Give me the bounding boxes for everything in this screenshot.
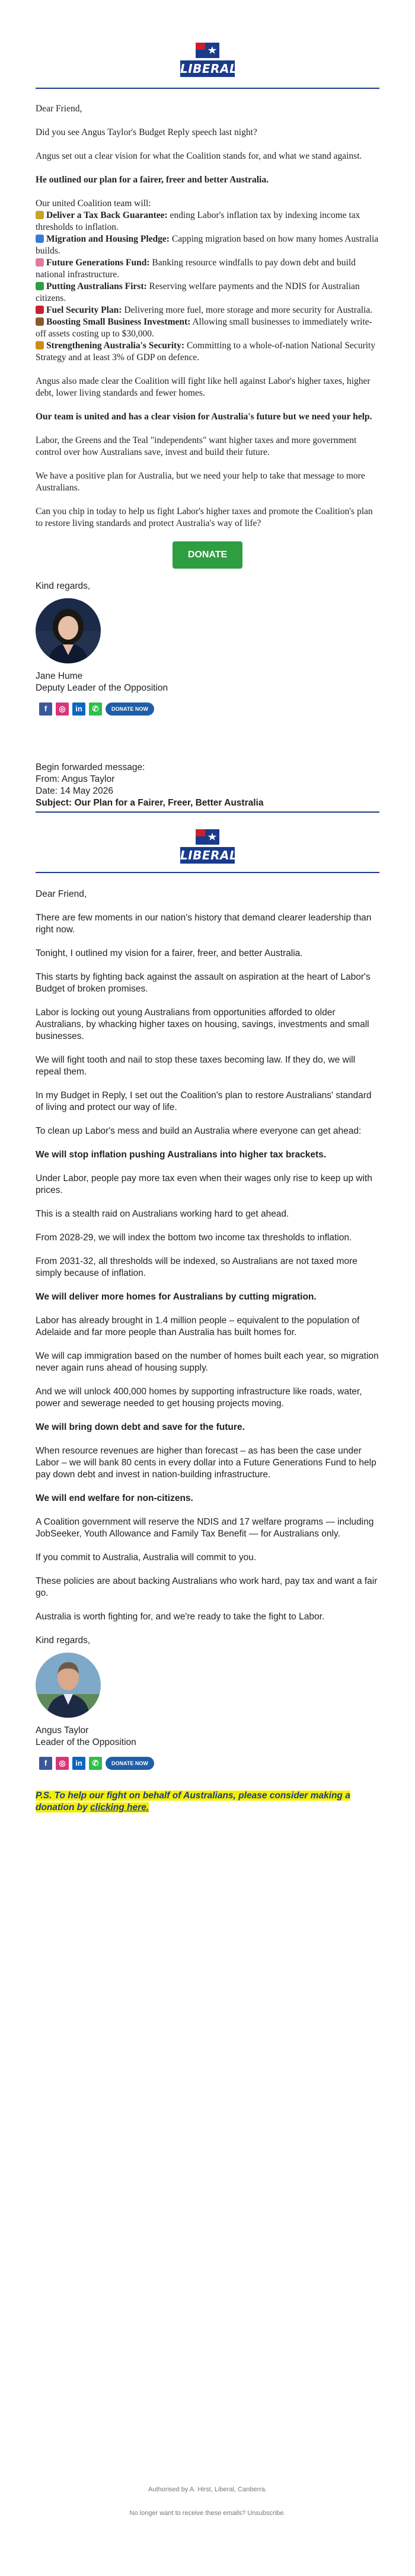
plan-item-text: Capping migration based on how many homes Australia builds. xyxy=(36,234,379,256)
liberal-logo xyxy=(36,813,379,872)
section-heading: We will deliver more homes for Australians by cutting migration. xyxy=(36,1292,317,1302)
section-tax xyxy=(36,1173,379,1279)
plan-item-title: Migration and Housing Pledge: xyxy=(46,234,170,244)
whatsapp-icon[interactable]: ✆ xyxy=(89,702,102,716)
portrait-jane-hume xyxy=(36,598,101,663)
plan-item-text: Delivering more fuel, more storage and more security for Australia. xyxy=(122,305,373,315)
paragraph: From 2031-32, all thresholds will be indexed, so Australians are not taxed more simply because of inflation. xyxy=(36,1256,357,1278)
paragraph: We will cap immigration based on the number of homes built each year, so migration never again runs ahead of housing supply. xyxy=(36,1351,379,1373)
forward-line: Begin forwarded message: xyxy=(36,762,145,772)
plan-intro: Our united Coalition team will: xyxy=(36,198,151,208)
paragraph: To clean up Labor's mess and build an Australia where everyone can get ahead: xyxy=(36,1126,362,1136)
footer xyxy=(36,2486,379,2517)
paragraph: This is a stealth raid on Australians working hard to get ahead. xyxy=(36,1209,289,1219)
paragraph: In my Budget in Reply, I set out the Coalition's plan to restore Australians' standard of living and protect our way of life. xyxy=(36,1090,372,1112)
paragraph: Angus set out a clear vision for what the Coalition stands for, and what we stand against. xyxy=(36,151,362,161)
plan-item xyxy=(36,316,379,340)
paragraph: Under Labor, people pay more tax even when their wages only rise to keep up with prices. xyxy=(36,1173,372,1195)
plan-list xyxy=(36,210,379,364)
paragraph: Tonight, I outlined my vision for a fairer, freer, and better Australia. xyxy=(36,948,303,958)
greeting: Dear Friend, xyxy=(36,889,87,899)
logo-wordmark: LIBERAL xyxy=(180,848,238,862)
linkedin-icon[interactable]: in xyxy=(72,1757,85,1770)
paragraph: If you commit to Australia, Australia will commit to you. xyxy=(36,1552,257,1563)
paragraph: Angus also made clear the Coalition will fight like hell against Labor's higher taxes, higher debt, lower living standards and fewer homes. xyxy=(36,376,371,398)
plan-item-text: Banking resource windfalls to pay down debt and build national infrastructure. xyxy=(36,258,356,280)
signer-name: Angus Taylor xyxy=(36,1725,89,1735)
section-homes xyxy=(36,1315,379,1410)
section-heading: We will stop inflation pushing Australians into higher tax brackets. xyxy=(36,1150,327,1160)
section-heading: We will bring down debt and save for the future. xyxy=(36,1422,245,1432)
plan-item-text: Allowing small businesses to immediately write-off assets costing up to $30,000. xyxy=(36,317,372,339)
avatar xyxy=(36,1653,101,1718)
plan-item-title: Deliver a Tax Back Guarantee: xyxy=(46,210,168,220)
signer-name: Jane Hume xyxy=(36,671,83,681)
paragraph: These policies are about backing Australians who work hard, pay tax and want a fair go. xyxy=(36,1576,378,1598)
paragraph-bold: He outlined our plan for a fairer, freer and better Australia. xyxy=(36,175,269,185)
plan-item xyxy=(36,257,379,281)
paragraph: We will fight tooth and nail to stop these taxes becoming law. If they do, we will repeal them. xyxy=(36,1055,356,1077)
forward-subject: Subject: Our Plan for a Fairer, Freer, Better Australia xyxy=(36,798,264,808)
paragraph-bold: Our team is united and has a clear vision for Australia's future but we need your help. xyxy=(36,412,372,422)
intro-paragraphs xyxy=(36,912,379,1137)
unsubscribe-link[interactable]: No longer want to receive these emails? Unsubscribe. xyxy=(129,2510,286,2517)
donate-now-button[interactable]: DONATE NOW xyxy=(106,1757,154,1770)
plan-item-title: Fuel Security Plan: xyxy=(46,305,122,315)
social-links xyxy=(39,702,379,716)
plan-item-title: Future Generations Fund: xyxy=(46,258,150,268)
instagram-icon[interactable]: ◎ xyxy=(56,1757,69,1770)
flag-icon xyxy=(196,43,219,58)
forwarded-header xyxy=(36,762,379,809)
greeting: Dear Friend, xyxy=(36,104,82,114)
plan-item-title: Strengthening Australia's Security: xyxy=(46,341,185,351)
plan-item-text: Reserving welfare payments and the NDIS for Australian citizens. xyxy=(36,281,360,303)
social-links xyxy=(39,1757,379,1770)
donate-button-wrap xyxy=(36,541,379,569)
donate-button[interactable]: DONATE xyxy=(173,541,242,569)
ps-message: P.S. To help our fight on behalf of Australians, please consider making a donation by xyxy=(36,1791,350,1812)
plan-item-text: ending Labor's inflation tax by indexing income tax thresholds to inflation. xyxy=(36,210,360,232)
money-bag-icon xyxy=(36,211,44,219)
fuel-pump-icon xyxy=(36,306,44,314)
facebook-icon[interactable]: f xyxy=(39,1757,52,1770)
signer-title: Deputy Leader of the Opposition xyxy=(36,683,168,693)
donate-now-button[interactable]: DONATE NOW xyxy=(106,702,154,716)
authorisation: Authorised by A. Hirst, Liberal, Canberra. xyxy=(148,2486,267,2493)
plan-item xyxy=(36,210,379,233)
avatar xyxy=(36,598,101,663)
ps-text xyxy=(36,1791,350,1812)
signoff: Kind regards, xyxy=(36,581,91,591)
house-icon xyxy=(36,235,44,243)
instagram-icon[interactable]: ◎ xyxy=(56,702,69,716)
signer-title: Leader of the Opposition xyxy=(36,1737,136,1747)
paragraph: Did you see Angus Taylor's Budget Reply speech last night? xyxy=(36,127,257,137)
paragraph: From 2028-29, we will index the bottom two income tax thresholds to inflation. xyxy=(36,1233,352,1243)
plan-item-text: Committing to a whole-of-nation National Security Strategy and at least 3% of GDP on defence. xyxy=(36,341,376,362)
paragraph: When resource revenues are higher than forecast – as has been the case under Labor – we will bank 80 cents in every dollar into a Future Generations Fund to help pay down debt and invest in nation-building infrastructure. xyxy=(36,1446,376,1480)
plan-item xyxy=(36,281,379,304)
facebook-icon[interactable]: f xyxy=(39,702,52,716)
forward-date: Date: 14 May 2026 xyxy=(36,786,113,796)
shield-icon xyxy=(36,341,44,349)
flag-icon xyxy=(196,829,219,845)
section-debt xyxy=(36,1445,379,1481)
linkedin-icon[interactable]: in xyxy=(72,702,85,716)
email-body-2 xyxy=(36,873,379,1814)
plan-item xyxy=(36,304,379,316)
portrait-angus-taylor xyxy=(36,1653,101,1718)
forward-from: From: Angus Taylor xyxy=(36,774,115,784)
paragraph: Labor has already brought in 1.4 million people – equivalent to the population of Adelaide and far more people than Australia has built homes for. xyxy=(36,1316,360,1337)
paragraph: And we will unlock 400,000 homes by supporting infrastructure like roads, water, power and sewerage needed to get housing projects moving. xyxy=(36,1387,362,1409)
signature-1 xyxy=(36,580,379,716)
plan-item-title: Boosting Small Business Investment: xyxy=(46,317,191,327)
section-welfare xyxy=(36,1516,379,1623)
plan-item-title: Putting Australians First: xyxy=(46,281,147,291)
australia-map-icon xyxy=(36,282,44,290)
piggy-bank-icon xyxy=(36,258,44,267)
paragraph: Labor, the Greens and the Teal "independents" want higher taxes and more government control over how Australians save, invest and build their future. xyxy=(36,435,357,457)
paragraph: Can you chip in today to help us fight Labor's higher taxes and promote the Coalition's plan to restore living standards and protect Australia's way of life? xyxy=(36,506,373,528)
paragraph: This starts by fighting back against the assault on aspiration at the heart of Labor's Budget of broken promises. xyxy=(36,972,371,994)
signoff: Kind regards, xyxy=(36,1635,91,1645)
donate-link[interactable]: clicking here. xyxy=(90,1802,149,1812)
paragraph: We have a positive plan for Australia, but we need your help to take that message to more Australians. xyxy=(36,471,365,493)
section-heading: We will end welfare for non-citizens. xyxy=(36,1493,193,1503)
paragraph: Australia is worth fighting for, and we're ready to take the fight to Labor. xyxy=(36,1612,325,1622)
email-body-1 xyxy=(36,89,379,530)
shop-icon xyxy=(36,317,44,326)
paragraph: There are few moments in our nation's history that demand clearer leadership than right now. xyxy=(36,913,372,935)
logo-wordmark: LIBERAL xyxy=(180,62,238,76)
whatsapp-icon[interactable]: ✆ xyxy=(89,1757,102,1770)
plan-item xyxy=(36,233,379,257)
paragraph: Labor is locking out young Australians from opportunities afforded to older Australians, by whacking higher taxes on housing, savings, investments and small businesses. xyxy=(36,1008,369,1041)
liberal-logo xyxy=(36,0,379,88)
paragraph: A Coalition government will reserve the NDIS and 17 welfare programs — including JobSeeker, Youth Allowance and Family Tax Benefit — for Australians only. xyxy=(36,1517,374,1539)
plan-item xyxy=(36,340,379,364)
ps-block xyxy=(36,1790,379,1814)
